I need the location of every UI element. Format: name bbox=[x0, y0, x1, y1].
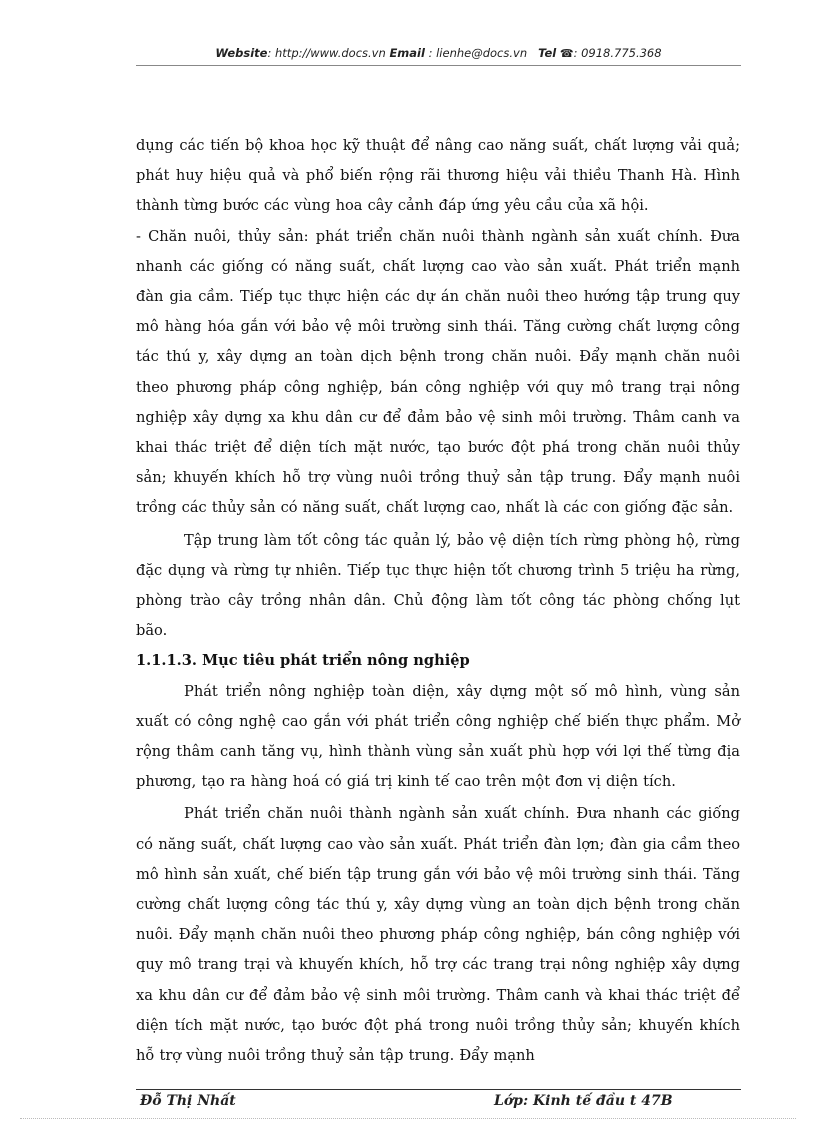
footer-divider bbox=[136, 1089, 741, 1090]
section-heading: 1.1.1.3. Mục tiêu phát triển nông nghiệp bbox=[136, 652, 470, 670]
email-link[interactable]: : lienhe@docs.vn bbox=[424, 46, 528, 60]
phone-icon: ☎ bbox=[559, 47, 574, 60]
paragraph-4: Phát triển nông nghiệp toàn diện, xây dựng một số mô hình, vùng sản xuất có công nghệ cao gắn với phát triển công nghiệp chế biến thực phẩm. Mở rộng thâm canh tăng vụ, hình thành vùng sản xuất phù hợp với lợi thế từng địa phương, tạo ra hàng hoá có giá trị kinh tế cao trên một đơn vị diện tích. bbox=[136, 682, 740, 791]
website-link[interactable]: : http://www.docs.vn bbox=[267, 46, 386, 60]
page-edge bbox=[20, 1118, 796, 1119]
footer-class: Lớp: Kinh tế đầu t 47B bbox=[494, 1093, 673, 1109]
page-header bbox=[136, 46, 741, 60]
paragraph-2: - Chăn nuôi, thủy sản: phát triển chăn nuôi thành ngành sản xuất chính. Đưa nhanh các giống có năng suất, chất lượng cao vào sản xuất. Phát triển mạnh đàn gia cầm. Tiếp tục thực hiện các dự án chăn nuôi theo hướng tập trung quy mô hàng hóa gắn với bảo vệ môi trường sinh thái. Tăng cường chất lượng công tác thú y, xây dựng an toàn dịch bệnh trong chăn nuôi. Đẩy mạnh chăn nuôi theo phương pháp công nghiệp, bán công nghiệp với quy mô trang trại nông nghiệp xây dựng xa khu dân cư để đảm bảo vệ sinh môi trường. Thâm canh va khai thác triệt để diện tích mặt nước, tạo bước đột phá trong chăn nuôi thủy sản; khuyến khích hỗ trợ vùng nuôi trồng thuỷ sản tập trung. Đẩy mạnh nuôi trồng các thủy sản có năng suất, chất lượng cao, nhất là các con giống đặc sản. bbox=[136, 227, 740, 517]
paragraph-1: dụng các tiến bộ khoa học kỹ thuật để nâng cao năng suất, chất lượng vải quả; phát huy hiệu quả và phổ biến rộng rãi thương hiệu vải thiều Thanh Hà. Hình thành từng bước các vùng hoa cây cảnh đáp ứng yêu cầu của xã hội. bbox=[136, 137, 740, 215]
footer-author: Đỗ Thị Nhất bbox=[140, 1093, 236, 1109]
website-label: Website bbox=[215, 46, 268, 60]
document-body bbox=[136, 131, 740, 1071]
paragraph-5: Phát triển chăn nuôi thành ngành sản xuất chính. Đưa nhanh các giống có năng suất, chất lượng cao vào sản xuất. Phát triển đàn lợn; đàn gia cầm theo mô hình sản xuất, chế biến tập trung gắn với bảo vệ môi trường sinh thái. Tăng cường chất lượng công tác thú y, xây dựng vùng an toàn dịch bệnh trong chăn nuôi. Đẩy mạnh chăn nuôi theo phương pháp công nghiệp, bán công nghiệp với quy mô trang trại và khuyến khích, hỗ trợ các trang trại nông nghiệp xây dựng xa khu dân cư để đảm bảo vệ sinh môi trường. Thâm canh và khai thác triệt để diện tích mặt nước, tạo bước đột phá trong nuôi trồng thủy sản; khuyến khích hỗ trợ vùng nuôi trồng thuỷ sản tập trung. Đẩy mạnh bbox=[136, 805, 740, 1065]
email-label: Email bbox=[389, 46, 425, 60]
header-divider bbox=[136, 65, 741, 66]
paragraph-3: Tập trung làm tốt công tác quản lý, bảo vệ diện tích rừng phòng hộ, rừng đặc dụng và rừng tự nhiên. Tiếp tục thực hiện tốt chương trình 5 triệu ha rừng, phòng trào cây trồng nhân dân. Chủ động làm tốt công tác phòng chống lụt bão. bbox=[136, 531, 740, 640]
tel-value: : 0918.775.368 bbox=[573, 46, 662, 60]
tel-label: Tel bbox=[538, 46, 557, 60]
